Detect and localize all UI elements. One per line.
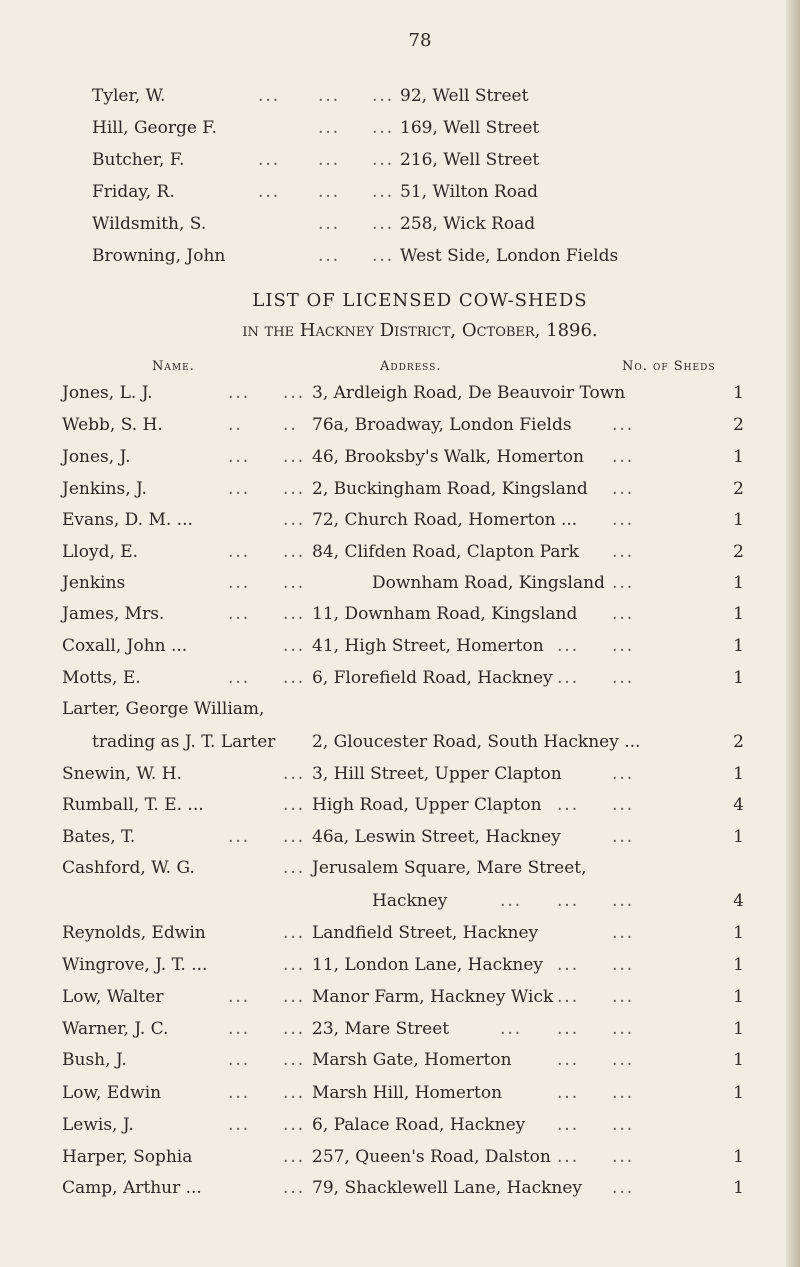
leader-dots: ... [318,150,341,170]
entry-row [0,118,800,144]
leader-dots: ... [612,1147,635,1167]
leader-dots: ... [283,636,306,656]
shed-owner-name: Snewin, W. H. [62,764,182,784]
leader-dots: ... [612,987,635,1007]
leader-dots: ... [318,214,341,234]
leader-dots: ... [612,827,635,847]
leader-dots: ... [612,510,635,530]
shed-address: Downham Road, Kingsland [372,573,605,593]
list-title: LIST OF LICENSED COW-SHEDS [252,290,588,311]
table-row [0,415,800,441]
entry-address: 169, Well Street [400,118,540,138]
leader-dots: ... [258,182,281,202]
shed-address: 11, Downham Road, Kingsland [312,604,578,624]
entry-row [0,246,800,272]
leader-dots: ... [318,182,341,202]
leader-dots: ... [283,1050,306,1070]
leader-dots: ... [283,795,306,815]
shed-count: 2 [733,542,744,562]
shed-count: 1 [733,1019,744,1039]
leader-dots: ... [228,668,251,688]
leader-dots: ... [283,858,306,878]
shed-owner-name: Jenkins [62,573,126,593]
entry-row [0,150,800,176]
shed-address: 84, Clifden Road, Clapton Park [312,542,579,562]
shed-address: 46a, Leswin Street, Hackney [312,827,561,847]
table-row [0,383,800,409]
leader-dots: ... [612,415,635,435]
shed-owner-name: Jones, L. J. [62,383,153,403]
leader-dots: ... [228,1050,251,1070]
shed-address: 3, Ardleigh Road, De Beauvoir Town [312,383,626,403]
leader-dots: ... [283,1178,306,1198]
leader-dots: ... [228,1115,251,1135]
leader-dots: ... [557,987,580,1007]
leader-dots: ... [283,1115,306,1135]
table-row [0,636,800,662]
table-row [0,668,800,694]
shed-address: 3, Hill Street, Upper Clapton [312,764,562,784]
table-row [0,987,800,1013]
leader-dots: ... [228,987,251,1007]
shed-count: 1 [733,573,744,593]
leader-dots: ... [228,479,251,499]
leader-dots: ... [612,668,635,688]
list-subtitle: in the Hackney District, October, 1896. [242,320,598,341]
leader-dots: ... [557,1050,580,1070]
shed-address: 11, London Lane, Hackney [312,955,544,975]
shed-owner-name: Lewis, J. [62,1115,134,1135]
header-name: Name. [152,359,195,374]
shed-count: 1 [733,923,744,943]
table-row [0,827,800,853]
shed-address: Manor Farm, Hackney Wick [312,987,554,1007]
leader-dots: ... [557,1083,580,1103]
shed-owner-name: Jones, J. [62,447,131,467]
shed-address: 2, Buckingham Road, Kingsland [312,479,588,499]
leader-dots: ... [500,891,523,911]
table-row [0,479,800,505]
shed-count: 1 [733,383,744,403]
leader-dots: ... [283,573,306,593]
shed-count: 4 [733,891,744,911]
leader-dots: ... [557,1115,580,1135]
leader-dots: ... [228,542,251,562]
shed-owner-name: Wingrove, J. T. ... [62,955,208,975]
entry-name: Wildsmith, S. [92,214,207,234]
entry-address: 216, Well Street [400,150,540,170]
shed-count: 1 [733,668,744,688]
leader-dots: ... [372,86,395,106]
shed-owner-name: Camp, Arthur ... [62,1178,202,1198]
leader-dots: ... [612,447,635,467]
table-row [0,891,800,917]
leader-dots: ... [318,118,341,138]
leader-dots: ... [612,636,635,656]
leader-dots: ... [258,150,281,170]
table-row [0,1019,800,1045]
shed-address: 79, Shacklewell Lane, Hackney [312,1178,583,1198]
leader-dots: ... [557,668,580,688]
shed-owner-name: Larter, George William, [62,699,265,719]
leader-dots: ... [557,1019,580,1039]
leader-dots: ... [372,214,395,234]
leader-dots: ... [228,447,251,467]
leader-dots: ... [612,604,635,624]
entry-row [0,86,800,112]
shed-address: 23, Mare Street [312,1019,450,1039]
shed-count: 2 [733,732,744,752]
shed-address: 6, Palace Road, Hackney [312,1115,526,1135]
leader-dots: ... [283,604,306,624]
entry-name: Butcher, F. [92,150,185,170]
leader-dots: ... [612,542,635,562]
entry-address: 92, Well Street [400,86,529,106]
entry-row [0,214,800,240]
entry-address: 51, Wilton Road [400,182,538,202]
leader-dots: ... [318,246,341,266]
shed-count: 1 [733,636,744,656]
shed-count: 1 [733,1178,744,1198]
entry-name: Tyler, W. [92,86,166,106]
shed-owner-name: Cashford, W. G. [62,858,195,878]
table-row [0,447,800,473]
table-row [0,795,800,821]
leader-dots: ... [283,1147,306,1167]
table-row [0,699,800,725]
leader-dots: ... [500,1019,523,1039]
leader-dots: ... [612,1178,635,1198]
shed-count: 1 [733,604,744,624]
shed-address: High Road, Upper Clapton [312,795,542,815]
leader-dots: ... [372,246,395,266]
leader-dots: ... [557,636,580,656]
shed-count: 1 [733,987,744,1007]
shed-count: 1 [733,1050,744,1070]
leader-dots: ... [228,604,251,624]
shed-address: Hackney [372,891,448,911]
leader-dots: ... [283,764,306,784]
leader-dots: ... [283,479,306,499]
table-row [0,1050,800,1076]
shed-count: 1 [733,955,744,975]
shed-count: 1 [733,764,744,784]
table-row [0,1178,800,1204]
leader-dots: ... [283,1083,306,1103]
leader-dots: ... [283,923,306,943]
shed-owner-name: Motts, E. [62,668,141,688]
shed-address: 46, Brooksby's Walk, Homerton [312,447,584,467]
shed-count: 2 [733,479,744,499]
leader-dots: ... [612,923,635,943]
leader-dots: ... [612,1115,635,1135]
leader-dots: ... [612,764,635,784]
leader-dots: ... [228,1083,251,1103]
leader-dots: ... [612,1050,635,1070]
leader-dots: ... [283,542,306,562]
shed-address: Marsh Hill, Homerton [312,1083,503,1103]
shed-owner-name: Harper, Sophia [62,1147,193,1167]
leader-dots: ... [612,1083,635,1103]
entry-address: West Side, London Fields [400,246,619,266]
shed-count: 2 [733,415,744,435]
shed-owner-name: Warner, J. C. [62,1019,169,1039]
leader-dots: ... [372,150,395,170]
leader-dots: ... [612,1019,635,1039]
leader-dots: ... [228,1019,251,1039]
table-row [0,955,800,981]
leader-dots: ... [283,668,306,688]
table-row [0,604,800,630]
table-row [0,858,800,884]
shed-count: 1 [733,827,744,847]
shed-address: 76a, Broadway, London Fields [312,415,572,435]
leader-dots: .. [283,415,298,435]
leader-dots: ... [283,447,306,467]
table-row [0,764,800,790]
shed-owner-name: Bush, J. [62,1050,127,1070]
shed-count: 1 [733,1083,744,1103]
shed-owner-name: Low, Edwin [62,1083,162,1103]
entry-name: Browning, John [92,246,226,266]
shed-owner-name: Lloyd, E. [62,542,139,562]
header-address: Address. [380,359,442,374]
shed-owner-name: Jenkins, J. [62,479,147,499]
shed-owner-name: Evans, D. M. ... [62,510,193,530]
shed-owner-name: Reynolds, Edwin [62,923,206,943]
leader-dots: ... [612,795,635,815]
leader-dots: ... [283,955,306,975]
table-row [0,1115,800,1141]
leader-dots: ... [557,891,580,911]
shed-address: Marsh Gate, Homerton [312,1050,512,1070]
leader-dots: ... [283,827,306,847]
table-row [0,542,800,568]
entry-name: Hill, George F. [92,118,217,138]
shed-owner-name: Rumball, T. E. ... [62,795,204,815]
leader-dots: ... [228,827,251,847]
leader-dots: ... [612,955,635,975]
table-row [0,1147,800,1173]
shed-address: 257, Queen's Road, Dalston [312,1147,551,1167]
leader-dots: ... [283,510,306,530]
shed-count: 4 [733,795,744,815]
table-row [0,923,800,949]
shed-owner-name: Coxall, John ... [62,636,188,656]
leader-dots: .. [228,415,243,435]
table-row [0,573,800,599]
table-row [0,510,800,536]
leader-dots: ... [372,118,395,138]
shed-address: Jerusalem Square, Mare Street, [312,858,587,878]
leader-dots: ... [318,86,341,106]
shed-address: Landfield Street, Hackney [312,923,539,943]
table-row [0,732,800,758]
entry-address: 258, Wick Road [400,214,536,234]
leader-dots: ... [557,795,580,815]
shed-address: 2, Gloucester Road, South Hackney ... [312,732,641,752]
leader-dots: ... [258,86,281,106]
leader-dots: ... [612,891,635,911]
shed-count: 1 [733,510,744,530]
shed-address: 6, Florefield Road, Hackney [312,668,553,688]
shed-count: 1 [733,1147,744,1167]
shed-address: 72, Church Road, Homerton ... [312,510,578,530]
leader-dots: ... [283,383,306,403]
header-sheds: No. of Sheds [622,359,716,374]
shed-owner-name: Bates, T. [62,827,136,847]
shed-count: 1 [733,447,744,467]
leader-dots: ... [228,573,251,593]
table-row [0,1083,800,1109]
shed-address: 41, High Street, Homerton [312,636,544,656]
leader-dots: ... [612,479,635,499]
entry-row [0,182,800,208]
leader-dots: ... [283,987,306,1007]
leader-dots: ... [612,573,635,593]
page-number: 78 [408,30,432,51]
leader-dots: ... [557,955,580,975]
leader-dots: ... [228,383,251,403]
leader-dots: ... [283,1019,306,1039]
leader-dots: ... [372,182,395,202]
entry-name: Friday, R. [92,182,175,202]
leader-dots: ... [557,1147,580,1167]
shed-owner-name: Low, Walter [62,987,164,1007]
shed-owner-name: James, Mrs. [62,604,165,624]
shed-owner-name: Webb, S. H. [62,415,163,435]
shed-owner-name: trading as J. T. Larter [92,732,276,752]
